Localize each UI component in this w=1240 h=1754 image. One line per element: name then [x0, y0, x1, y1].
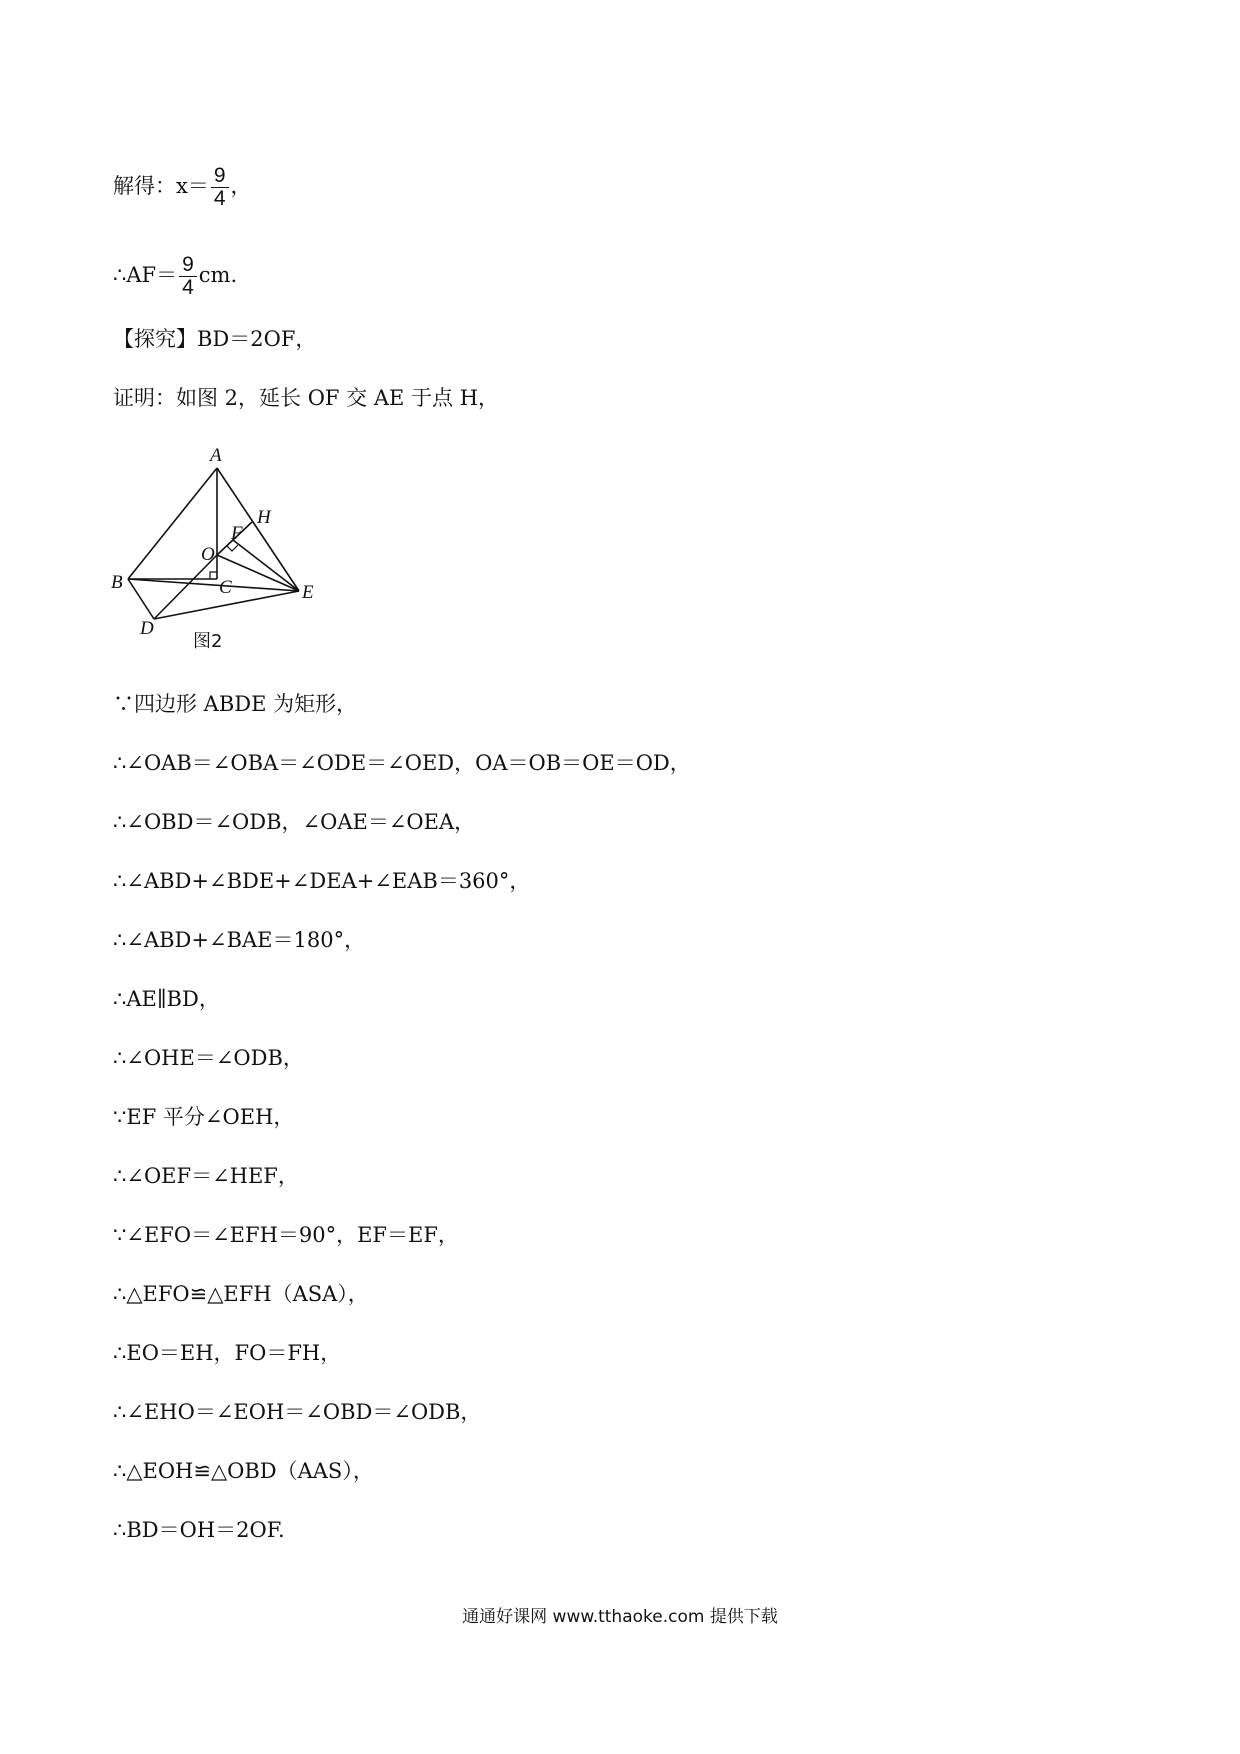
right-angle-c: [210, 572, 217, 579]
proof-line: ∴∠EHO＝∠EOH＝∠OBD＝∠ODB，: [113, 1400, 482, 1424]
proof-line: ∴△EFO≌△EFH（ASA），: [113, 1282, 369, 1306]
fraction-9-over-4-b: [179, 254, 197, 299]
proof-line: ∴AE∥BD，: [113, 987, 220, 1011]
proof-line: ∴∠OAB＝∠OBA＝∠ODE＝∠OED，OA＝OB＝OE＝OD，: [113, 751, 691, 775]
label-a: A: [210, 445, 222, 466]
proof-line: ∵四边形 ABDE 为矩形，: [113, 692, 358, 716]
label-b: B: [111, 572, 123, 593]
label-e: E: [302, 582, 314, 603]
figure-svg: [105, 435, 335, 660]
af-suffix: cm.: [198, 263, 238, 287]
proof-line: ∵∠EFO＝∠EFH＝90°，EF＝EF，: [113, 1223, 459, 1247]
explore-line: 【探究】BD＝2OF，: [113, 327, 317, 351]
right-angle-f: [227, 545, 238, 551]
af-result-line: [113, 254, 237, 299]
proof-line: ∴∠OEF＝∠HEF，: [113, 1164, 299, 1188]
segment-be: [128, 579, 299, 591]
label-c: C: [219, 577, 232, 598]
proof-line: ∴EO＝EH，FO＝FH，: [113, 1341, 342, 1365]
proof-line: ∵EF 平分∠OEH，: [113, 1105, 295, 1129]
solve-prefix: 解得：x＝: [113, 174, 209, 198]
label-d: D: [140, 618, 154, 639]
solve-line: [113, 165, 252, 210]
proof-line: ∴BD＝OH＝2OF.: [113, 1518, 285, 1542]
fraction-denominator: 4: [211, 187, 229, 210]
proof-line: ∴∠ABD+∠BAE＝180°，: [113, 928, 366, 952]
label-f: F: [231, 523, 243, 544]
proof-line: ∴△EOH≌△OBD（AAS），: [113, 1459, 374, 1483]
figure-caption: 图2: [193, 631, 223, 652]
fraction-numerator: 9: [213, 164, 226, 187]
fraction-9-over-4: [211, 165, 229, 210]
geometry-figure: [105, 435, 335, 660]
af-prefix: ∴AF＝: [113, 263, 178, 287]
proof-line: ∴∠OHE＝∠ODB，: [113, 1046, 304, 1070]
fraction-denominator: 4: [179, 276, 197, 299]
proof-line: ∴∠OBD＝∠ODB，∠OAE＝∠OEA，: [113, 810, 476, 834]
segment-bd: [128, 579, 154, 619]
proof-intro-line: 证明：如图 2，延长 OF 交 AE 于点 H，: [113, 386, 500, 410]
fraction-numerator: 9: [182, 253, 194, 276]
page-footer: 通通好课网 www.tthaoke.com 提供下载: [462, 1607, 778, 1627]
proof-line: ∴∠ABD+∠BDE+∠DEA+∠EAB＝360°，: [113, 869, 531, 893]
label-o: O: [201, 544, 215, 565]
label-h: H: [257, 507, 271, 528]
solve-suffix: ，: [230, 174, 252, 198]
